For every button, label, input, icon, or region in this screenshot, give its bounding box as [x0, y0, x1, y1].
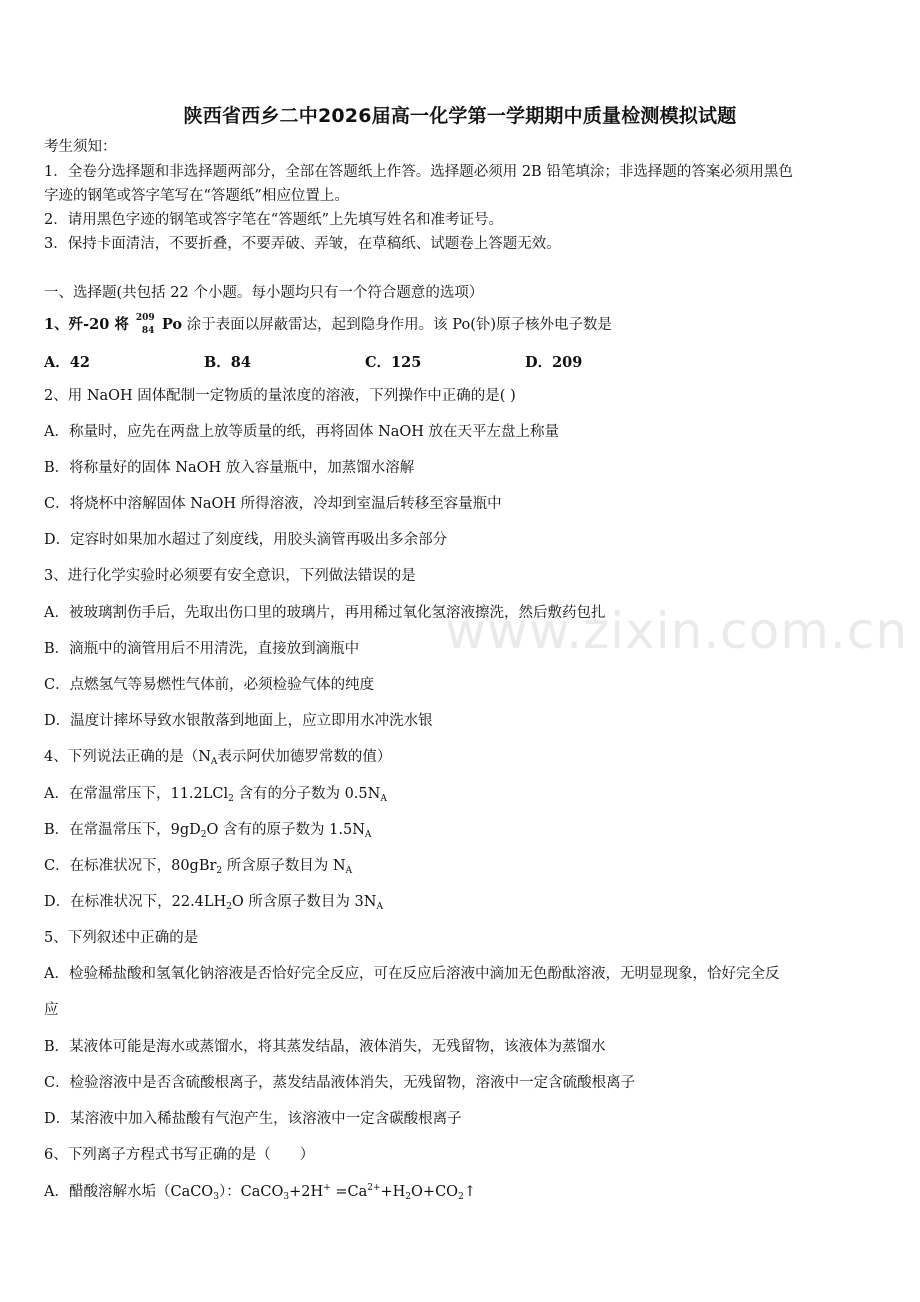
- q6-option-a: [44, 1183, 476, 1201]
- q4-option-d: [44, 893, 383, 911]
- q4-stem-subscript: A: [210, 757, 218, 767]
- q4c-sub-2: A: [345, 866, 353, 876]
- question-1-suffix: 涂于表面以屏蔽雷达，起到隐身作用。该 Po(钋)原子核外电子数是: [182, 317, 613, 333]
- q6a-t4: =Ca: [330, 1184, 368, 1200]
- q1-option-a: A．42: [44, 354, 90, 371]
- q6a-t7: ↑: [463, 1184, 476, 1200]
- q4a-sub-1: 2: [228, 794, 234, 804]
- q6a-s4: 2: [458, 1192, 464, 1202]
- q4d-text-2: O 所含原子数目为 3N: [231, 894, 377, 910]
- q4c-sub-1: 2: [216, 866, 223, 876]
- q1-option-b: B．84: [204, 354, 251, 371]
- question-2-stem: 2、用 NaOH 固体配制一定物质的量浓度的溶液，下列操作中正确的是( ): [44, 388, 516, 404]
- q6a-sup2: 2+: [367, 1183, 381, 1193]
- question-3-stem: 3、进行化学实验时必须要有安全意识，下列做法错误的是: [44, 568, 416, 584]
- q6a-t3: +2H: [289, 1184, 324, 1200]
- q4a-sub-2: A: [380, 794, 387, 804]
- q5-option-d: D．某溶液中加入稀盐酸有气泡产生，该溶液中一定含碳酸根离子: [44, 1111, 462, 1127]
- q3-option-d: D．温度计摔坏导致水银散落到地面上，应立即用水冲洗水银: [44, 713, 433, 729]
- q4c-text-2: 所含原子数目为 N: [222, 858, 346, 874]
- q2-option-b: B．将称量好的固体 NaOH 放入容量瓶中，加蒸馏水溶解: [44, 460, 415, 476]
- q4b-sub-1: 2: [200, 830, 207, 840]
- isotope-atomic-number: 84: [141, 326, 155, 336]
- q6a-t6: O+CO: [411, 1184, 459, 1200]
- q6a-s1: 3: [213, 1192, 219, 1202]
- q6a-t1: A．醋酸溶解水垢（CaCO: [44, 1184, 214, 1200]
- q6a-s2: 3: [283, 1192, 290, 1202]
- q2-option-a: A．称量时，应先在两盘上放等质量的纸，再将固体 NaOH 放在天平左盘上称量: [44, 424, 560, 440]
- q6a-s3: 2: [405, 1192, 412, 1202]
- notice-item-3: 3．保持卡面清洁，不要折叠，不要弄破、弄皱，在草稿纸、试题卷上答题无效。: [44, 236, 561, 252]
- isotope-notation: [134, 313, 162, 336]
- q6a-t2: ）：CaCO: [218, 1184, 284, 1200]
- q2-option-d: D．定容时如果加水超过了刻度线，用胶头滴管再吸出多余部分: [44, 532, 448, 548]
- q4b-text-2: O 含有的原子数为 1.5N: [206, 822, 365, 838]
- q4b-sub-2: A: [364, 830, 372, 840]
- q3-option-c: C．点燃氢气等易燃性气体前，必须检验气体的纯度: [44, 677, 375, 693]
- notice-item-2: 2．请用黑色字迹的钢笔或答字笔在“答题纸”上先填写姓名和准考证号。: [44, 212, 504, 228]
- question-5-stem: 5、下列叙述中正确的是: [44, 930, 199, 946]
- question-6-stem: 6、下列离子方程式书写正确的是（ ）: [44, 1147, 315, 1163]
- q6a-sup1: +: [323, 1183, 331, 1193]
- q3-option-b: B．滴瓶中的滴管用后不用清洗，直接放到滴瓶中: [44, 641, 360, 657]
- q4-option-b: [44, 821, 371, 839]
- q3-option-a: A．被玻璃割伤手后，先取出伤口里的玻璃片，再用稀过氧化氢溶液擦洗，然后敷药包扎: [44, 605, 606, 621]
- q4d-sub-2: A: [376, 902, 383, 912]
- q4-option-a: [44, 785, 387, 803]
- notice-heading: 考生须知：: [44, 139, 117, 155]
- q4-stem-part-2: 表示阿伏加德罗常数的值）: [217, 749, 392, 765]
- q4-stem-part-1: 4、下列说法正确的是（N: [44, 749, 211, 765]
- q4b-text-1: B．在常温常压下，9gD: [44, 822, 201, 838]
- watermark: www.zixin.com.cn: [445, 602, 909, 660]
- isotope-mass-number: 209: [135, 313, 155, 323]
- q2-option-c: C．将烧杯中溶解固体 NaOH 所得溶液，冷却到室温后转移至容量瓶中: [44, 496, 502, 512]
- q4d-text-1: D．在标准状况下，22.4LH: [44, 894, 227, 910]
- isotope-symbol: Po: [161, 316, 183, 333]
- q4d-sub-1: 2: [226, 902, 232, 912]
- section-heading: 一、选择题(共包括 22 个小题。每小题均只有一个符合题意的选项）: [44, 285, 484, 301]
- q4c-text-1: C．在标准状况下，80gBr: [44, 858, 217, 874]
- notice-item-1-line-2: 字迹的钢笔或答字笔写在“答题纸”相应位置上。: [44, 188, 349, 204]
- q5-option-c: C．检验溶液中是否含硫酸根离子，蒸发结晶液体消失，无残留物，溶液中一定含硫酸根离子: [44, 1075, 636, 1091]
- question-1-prefix: 1、歼-20 将: [44, 316, 134, 333]
- exam-title: 陕西省西乡二中2026届高一化学第一学期期中质量检测模拟试题: [183, 105, 737, 127]
- q4a-text-1: A．在常温常压下，11.2LCl: [44, 786, 229, 802]
- q5-option-b: B．某液体可能是海水或蒸馏水，将其蒸发结晶，液体消失，无残留物，该液体为蒸馏水: [44, 1039, 606, 1055]
- notice-item-1-line-1: 1．全卷分选择题和非选择题两部分，全部在答题纸上作答。选择题必须用 2B 铅笔填涂；非选择题的答案必须用黑色: [44, 164, 793, 180]
- q1-option-c: C．125: [365, 354, 422, 371]
- question-4-stem: [44, 748, 391, 766]
- question-1-stem: [44, 313, 612, 334]
- q5-option-a-line-2: 应: [44, 1002, 59, 1018]
- q5-option-a-line-1: A．检验稀盐酸和氢氧化钠溶液是否恰好完全反应，可在反应后溶液中滴加无色酚酞溶液，无明显现象，恰好完全反: [44, 966, 780, 982]
- q6a-t5: +H: [380, 1184, 406, 1200]
- q4a-text-2: 含有的分子数为 0.5N: [233, 786, 381, 802]
- q4-option-c: [44, 857, 352, 875]
- q1-option-d: D．209: [525, 354, 583, 371]
